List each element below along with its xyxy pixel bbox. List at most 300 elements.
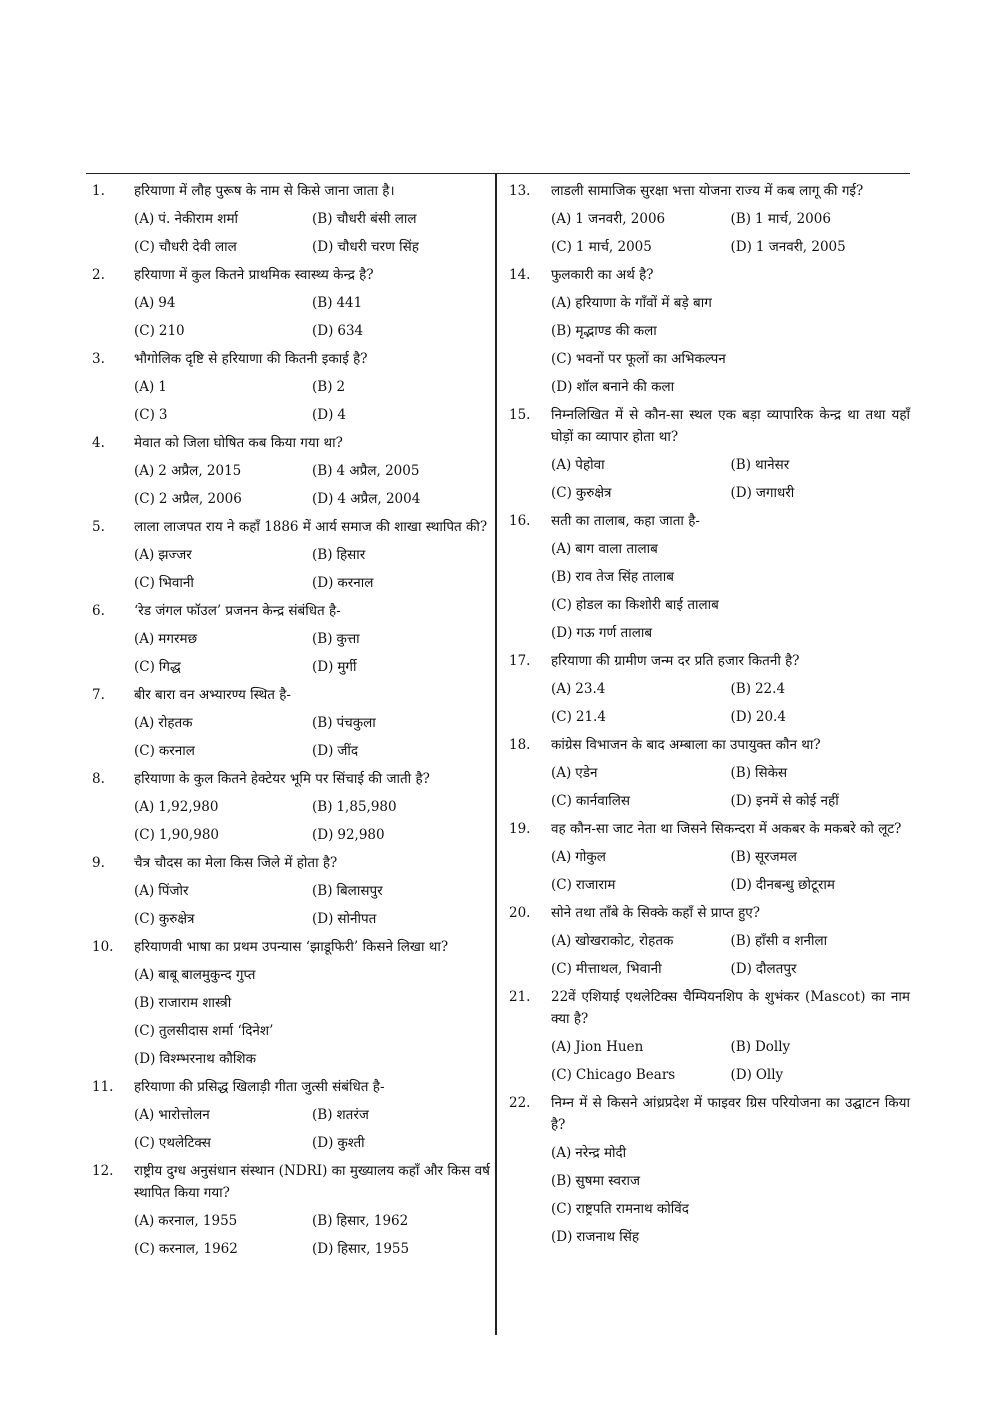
option-label: (A) — [551, 765, 572, 781]
option — [312, 1104, 490, 1126]
question — [503, 264, 910, 404]
option-label: (D) — [312, 1135, 334, 1151]
option-label: (A) — [134, 463, 155, 479]
options — [551, 292, 910, 404]
option-label: (C) — [134, 1135, 155, 1151]
option — [312, 208, 490, 230]
option-label: (A) — [134, 631, 155, 647]
option — [312, 1210, 490, 1232]
option — [134, 1132, 312, 1154]
question — [86, 264, 490, 348]
option-label: (C) — [134, 827, 155, 843]
option — [731, 958, 911, 980]
option-label: (A) — [134, 799, 155, 815]
option-text: एथलेटिक्स — [158, 1135, 211, 1151]
option-text: सिकेस — [754, 765, 788, 781]
option-label: (C) — [551, 709, 572, 725]
option — [551, 762, 731, 784]
option — [551, 594, 910, 616]
option-text: बाग वाला तालाब — [575, 541, 658, 557]
question-number: 8. — [92, 771, 105, 787]
question-number: 7. — [92, 687, 105, 703]
option — [134, 236, 312, 258]
option-text: मुर्गी — [337, 659, 357, 675]
option — [134, 1020, 490, 1042]
option-text: Olly — [755, 1067, 784, 1083]
option — [551, 678, 731, 700]
option — [134, 572, 312, 594]
question-text: वह कौन-सा जाट नेता था जिसने सिकन्दरा में अकबर के मकबरे को लूट? — [551, 821, 902, 837]
option — [312, 796, 490, 818]
option-label: (A) — [551, 1145, 572, 1161]
option-label: (B) — [312, 1107, 333, 1123]
option — [551, 706, 731, 728]
option — [551, 1170, 910, 1192]
options — [551, 678, 910, 734]
option-label: (A) — [134, 547, 155, 563]
question-number: 21. — [509, 989, 531, 1005]
option-label: (D) — [730, 485, 752, 501]
option-label: (B) — [134, 995, 155, 1011]
option — [551, 482, 731, 504]
right-column — [503, 180, 910, 1254]
question — [86, 180, 490, 264]
option — [134, 460, 312, 482]
option — [551, 566, 910, 588]
option-label: (B) — [551, 1173, 572, 1189]
option-label: (D) — [730, 239, 752, 255]
question-text: हरियाणवी भाषा का प्रथम उपन्यास ‘झाडूफिरी’ किसने लिखा था? — [134, 939, 449, 955]
option-text: मीत्ताथल, भिवानी — [575, 961, 662, 977]
question-text: 22वें एशियाई एथलेटिक्स चैम्पियनशिप के शुभंकर (Mascot) का नाम क्या है? — [551, 989, 910, 1027]
option-label: (D) — [312, 407, 334, 423]
option — [134, 292, 312, 314]
option-text: पं. नेकीराम शर्मा — [158, 211, 239, 227]
option-label: (D) — [730, 961, 752, 977]
option-text: करनाल, 1962 — [158, 1241, 238, 1257]
option-text: 1 जनवरी, 2005 — [755, 239, 846, 255]
option-text: गोकुल — [575, 849, 606, 865]
question — [503, 180, 910, 264]
option — [134, 740, 312, 762]
option — [731, 930, 911, 952]
option — [731, 236, 911, 258]
option-label: (D) — [551, 625, 573, 641]
question-number: 19. — [509, 821, 531, 837]
option — [551, 208, 731, 230]
question-text: ‘रेड जंगल फॉउल’ प्रजनन केन्द्र संबंधित है- — [134, 603, 341, 619]
question-number: 14. — [509, 267, 531, 283]
question — [86, 684, 490, 768]
option-text: राष्ट्रपति रामनाथ कोविंद — [575, 1201, 689, 1217]
option-text: 210 — [158, 323, 185, 339]
question-text: हरियाणा में कुल कितने प्राथमिक स्वास्थ्य केन्द्र है? — [134, 267, 374, 283]
option-text: करनाल — [158, 743, 195, 759]
option-label: (D) — [551, 1229, 573, 1245]
option-label: (C) — [134, 1241, 155, 1257]
question-text: लाडली सामाजिक सुरक्षा भत्ता योजना राज्य में कब लागू की गई? — [551, 183, 864, 199]
option-text: 1 जनवरी, 2006 — [575, 211, 666, 227]
option — [731, 762, 911, 784]
option — [551, 958, 731, 980]
option-text: हिसार, 1962 — [336, 1213, 409, 1229]
option-label: (A) — [134, 967, 155, 983]
option — [134, 628, 312, 650]
question — [503, 404, 910, 510]
option-text: राजाराम — [575, 877, 616, 893]
option — [312, 404, 490, 426]
option — [134, 908, 312, 930]
option-text: कुरुक्षेत्र — [158, 911, 195, 927]
option — [134, 796, 312, 818]
question — [86, 852, 490, 936]
option — [731, 1036, 911, 1058]
option-text: चौधरी चरण सिंह — [337, 239, 419, 255]
option-label: (A) — [134, 1213, 155, 1229]
question-number: 4. — [92, 435, 105, 451]
option-text: 94 — [158, 295, 176, 311]
question-text: फुलकारी का अर्थ है? — [551, 267, 654, 283]
option — [551, 1142, 910, 1164]
question — [503, 818, 910, 902]
option — [731, 706, 911, 728]
option-text: राव तेज सिंह तालाब — [575, 569, 674, 585]
question-text: भौगोलिक दृष्टि से हरियाणा की कितनी इकाई है? — [134, 351, 368, 367]
option — [731, 482, 911, 504]
option — [551, 1036, 731, 1058]
option — [731, 678, 911, 700]
option-label: (C) — [551, 961, 572, 977]
option-label: (B) — [312, 463, 333, 479]
options — [134, 628, 490, 684]
option-label: (A) — [551, 211, 572, 227]
question — [503, 902, 910, 986]
option — [134, 824, 312, 846]
option-label: (D) — [312, 743, 334, 759]
option-label: (D) — [312, 911, 334, 927]
option-text: चौधरी देवी लाल — [158, 239, 237, 255]
option-label: (C) — [134, 911, 155, 927]
question-text: हरियाणा की प्रसिद्ध खिलाड़ी गीता जुत्सी संबंधित है- — [134, 1079, 385, 1095]
left-column — [86, 180, 490, 1266]
option — [134, 376, 312, 398]
question-number: 22. — [509, 1095, 531, 1111]
option-text: सोनीपत — [337, 911, 377, 927]
option-text: हिसार — [336, 547, 366, 563]
option-text: सुषमा स्वराज — [575, 1173, 641, 1189]
option-label: (D) — [730, 1067, 752, 1083]
option-text: विश्म्भरनाथ कौशिक — [159, 1051, 256, 1067]
option — [551, 790, 731, 812]
question-number: 16. — [509, 513, 531, 529]
question — [86, 768, 490, 852]
option — [134, 656, 312, 678]
option-text: 21.4 — [575, 709, 606, 725]
option — [312, 656, 490, 678]
question — [503, 650, 910, 734]
option-text: होडल का किशोरी बाई तालाब — [575, 597, 719, 613]
option-text: पिंजोर — [158, 883, 189, 899]
option-text: झज्जर — [158, 547, 192, 563]
option-label: (B) — [312, 211, 333, 227]
question — [503, 1092, 910, 1254]
question-text: हरियाणा की ग्रामीण जन्म दर प्रति हजार कितनी है? — [551, 653, 800, 669]
question-number: 1. — [92, 183, 105, 199]
option-label: (C) — [551, 1201, 572, 1217]
option-text: भवनों पर फूलों का अभिकल्पन — [575, 351, 726, 367]
option-text: चौधरी बंसी लाल — [336, 211, 417, 227]
option-text: 1 — [158, 379, 167, 395]
option-text: भिवानी — [158, 575, 194, 591]
question-text: मेवात को जिला घोषित कब किया गया था? — [134, 435, 343, 451]
question-text: लाला लाजपत राय ने कहाँ 1886 में आर्य समाज की शाखा स्थापित की? — [134, 519, 488, 535]
options — [551, 208, 910, 264]
option-label: (B) — [312, 295, 333, 311]
option-text: पेहोवा — [575, 457, 605, 473]
option-text: 2 अप्रैल, 2006 — [158, 491, 242, 507]
question-text: हरियाणा में लौह पुरूष के नाम से किसे जाना जाता है। — [134, 183, 395, 199]
option — [551, 454, 731, 476]
option — [134, 544, 312, 566]
option-text: इनमें से कोई नहीं — [755, 793, 839, 809]
question-number: 12. — [92, 1163, 114, 1179]
question-number: 11. — [92, 1079, 114, 1095]
option-label: (C) — [551, 597, 572, 613]
options — [551, 846, 910, 902]
option — [134, 992, 490, 1014]
option — [312, 320, 490, 342]
option-text: करनाल — [337, 575, 374, 591]
options — [551, 538, 910, 650]
option-label: (A) — [551, 541, 572, 557]
option-text: Chicago Bears — [575, 1067, 676, 1083]
option-label: (B) — [551, 569, 572, 585]
option-text: नरेन्द्र मोदी — [575, 1145, 627, 1161]
option-text: 2 — [336, 379, 346, 395]
top-rule — [86, 173, 910, 174]
options — [134, 376, 490, 432]
question-number: 20. — [509, 905, 531, 921]
option-label: (B) — [312, 715, 333, 731]
option — [134, 208, 312, 230]
options — [551, 1036, 910, 1092]
option — [731, 846, 911, 868]
option-text: पंचकुला — [336, 715, 376, 731]
option-label: (C) — [134, 743, 155, 759]
option-text: बिलासपुर — [336, 883, 383, 899]
question-text: सती का तालाब, कहा जाता है- — [551, 513, 700, 529]
question-number: 5. — [92, 519, 105, 535]
option-text: 1 मार्च, 2006 — [754, 211, 831, 227]
option-label: (D) — [312, 323, 334, 339]
option — [312, 908, 490, 930]
option — [731, 874, 911, 896]
option — [551, 236, 731, 258]
option-text: सूरजमल — [754, 849, 797, 865]
option — [312, 740, 490, 762]
option-label: (C) — [134, 491, 155, 507]
option-text: मृद्भाण्ड की कला — [575, 323, 657, 339]
option — [551, 1226, 910, 1248]
option — [312, 1238, 490, 1260]
question-number: 3. — [92, 351, 105, 367]
question — [503, 734, 910, 818]
question-number: 6. — [92, 603, 105, 619]
option-label: (B) — [730, 1039, 751, 1055]
option-label: (B) — [312, 883, 333, 899]
option-text: भारोत्तोलन — [158, 1107, 210, 1123]
option — [134, 1238, 312, 1260]
option — [134, 1104, 312, 1126]
option — [312, 824, 490, 846]
option — [312, 572, 490, 594]
option — [312, 292, 490, 314]
question-number: 9. — [92, 855, 105, 871]
option — [312, 460, 490, 482]
option-label: (D) — [730, 877, 752, 893]
option-label: (A) — [134, 211, 155, 227]
option-label: (D) — [312, 239, 334, 255]
option-label: (A) — [134, 1107, 155, 1123]
option-text: खोखराकोट, रोहतक — [575, 933, 674, 949]
option — [312, 376, 490, 398]
option-label: (D) — [312, 575, 334, 591]
option — [731, 454, 911, 476]
option-text: तुलसीदास शर्मा ‘दिनेश’ — [158, 1023, 274, 1039]
option-text: 1,92,980 — [158, 799, 219, 815]
option-label: (B) — [551, 323, 572, 339]
question-text: चैत्र चौदस का मेला किस जिले में होता है? — [134, 855, 338, 871]
option — [134, 488, 312, 510]
question-text: राष्ट्रीय दुग्ध अनुसंधान संस्थान (NDRI) का मुख्यालय कहाँ और किस वर्ष स्थापित किया गया? — [134, 1163, 490, 1201]
question — [86, 516, 490, 600]
option-text: जींद — [337, 743, 359, 759]
option-label: (C) — [134, 239, 155, 255]
question-text: हरियाणा के कुल कितने हेक्टेयर भूमि पर सिंचाई की जाती है? — [134, 771, 430, 787]
option-text: 1,90,980 — [158, 827, 219, 843]
option-text: मगरमछ — [158, 631, 198, 647]
option-text: जगाधरी — [755, 485, 795, 501]
option-label: (B) — [312, 799, 333, 815]
option-label: (D) — [730, 793, 752, 809]
option-label: (C) — [134, 407, 155, 423]
option — [551, 874, 731, 896]
option-text: दीनबन्धु छोटूराम — [755, 877, 835, 893]
option — [731, 208, 911, 230]
option — [312, 488, 490, 510]
option-label: (A) — [134, 883, 155, 899]
options — [134, 880, 490, 936]
option — [551, 348, 910, 370]
question — [503, 510, 910, 650]
option-label: (B) — [312, 379, 333, 395]
option — [551, 930, 731, 952]
question — [86, 600, 490, 684]
options — [134, 1210, 490, 1266]
option — [551, 622, 910, 644]
options — [134, 796, 490, 852]
option-label: (A) — [551, 681, 572, 697]
options — [551, 762, 910, 818]
option-label: (C) — [551, 239, 572, 255]
option-label: (D) — [551, 379, 573, 395]
option-label: (C) — [551, 351, 572, 367]
option-text: 2 अप्रैल, 2015 — [158, 463, 242, 479]
option-label: (C) — [551, 1067, 572, 1083]
option-label: (B) — [730, 457, 751, 473]
option — [551, 320, 910, 342]
question — [86, 348, 490, 432]
options — [551, 1142, 910, 1254]
option-label: (D) — [312, 827, 334, 843]
option-text: हिसार, 1955 — [337, 1241, 410, 1257]
option — [134, 404, 312, 426]
option-text: Jion Huen — [575, 1039, 644, 1055]
option-text: 4 अप्रैल, 2005 — [336, 463, 420, 479]
option — [312, 628, 490, 650]
option-text: 20.4 — [755, 709, 786, 725]
option-label: (B) — [730, 681, 751, 697]
option-label: (A) — [134, 295, 155, 311]
option-text: थानेसर — [754, 457, 790, 473]
option-label: (A) — [551, 1039, 572, 1055]
option-label: (C) — [551, 793, 572, 809]
option-text: 4 — [337, 407, 346, 423]
option-text: 1,85,980 — [336, 799, 397, 815]
option — [134, 964, 490, 986]
option-label: (A) — [551, 457, 572, 473]
question-number: 10. — [92, 939, 114, 955]
option-label: (B) — [730, 211, 751, 227]
question-text: बीर बारा वन अभ्यारण्य स्थित है- — [134, 687, 291, 703]
option-text: 4 अप्रैल, 2004 — [337, 491, 421, 507]
question-number: 17. — [509, 653, 531, 669]
option-text: 92,980 — [337, 827, 385, 843]
option-label: (A) — [134, 715, 155, 731]
option — [551, 376, 910, 398]
option-text: 23.4 — [575, 681, 606, 697]
option-label: (D) — [312, 659, 334, 675]
option — [312, 544, 490, 566]
option-text: शतरंज — [336, 1107, 369, 1123]
option — [731, 790, 911, 812]
option-label: (B) — [730, 849, 751, 865]
option-text: शॉल बनाने की कला — [576, 379, 675, 395]
option-text: 634 — [337, 323, 364, 339]
question-number: 13. — [509, 183, 531, 199]
option-label: (A) — [551, 295, 572, 311]
option-label: (A) — [134, 379, 155, 395]
option-label: (B) — [312, 547, 333, 563]
option-label: (B) — [312, 1213, 333, 1229]
option-text: कुश्ती — [337, 1135, 365, 1151]
question-text: सोने तथा ताँबे के सिक्के कहाँ से प्राप्त हुए? — [551, 905, 760, 921]
option — [731, 1064, 911, 1086]
option — [134, 320, 312, 342]
option — [312, 712, 490, 734]
option — [551, 538, 910, 560]
option — [134, 880, 312, 902]
question-number: 18. — [509, 737, 531, 753]
option-label: (C) — [551, 877, 572, 893]
option-text: रोहतक — [158, 715, 193, 731]
option — [134, 1210, 312, 1232]
option-label: (D) — [134, 1051, 156, 1067]
option-text: करनाल, 1955 — [158, 1213, 238, 1229]
option-text: बाबू बालमुकुन्द गुप्त — [158, 967, 256, 983]
option — [551, 1198, 910, 1220]
option — [312, 236, 490, 258]
